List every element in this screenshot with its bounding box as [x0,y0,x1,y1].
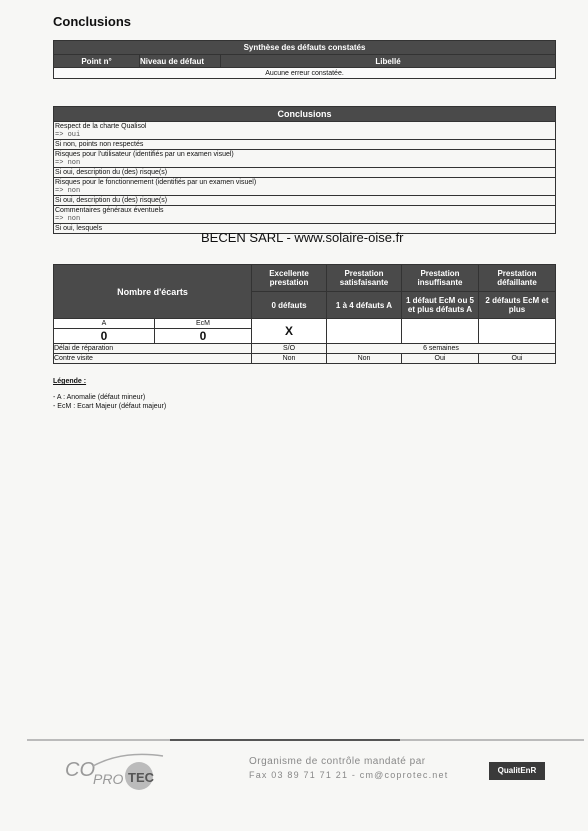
delai-label: Délai de réparation [54,344,252,354]
contre-value: Non [252,354,327,364]
row-answer: => oui [54,131,556,140]
row-answer: => non [54,215,556,224]
col-niveau: Niveau de défaut [140,55,221,68]
delai-value: 6 semaines [327,344,556,354]
legend-item: - A : Anomalie (défaut mineur) [53,394,146,401]
footer-line2: Fax 03 89 71 71 21 - cm@coprotec.net [249,770,449,780]
col-libelle: Libellé [221,55,556,68]
category-sub: 2 défauts EcM et plus [479,292,556,319]
page-title: Conclusions [53,14,132,29]
row-answer: => non [54,159,556,168]
row-answer: => non [54,187,556,196]
row-label: Respect de la charte Qualisol [54,122,556,132]
coprotec-logo-icon [63,748,173,792]
empty-cell [327,319,402,344]
contre-value: Oui [479,354,556,364]
svg-text:PRO: PRO [93,771,124,787]
category-title: Excellente prestation [252,265,327,292]
ecarts-header: Nombre d'écarts [54,265,252,319]
qualitenr-badge: QualitEnR [489,762,545,780]
legend-item: - EcM : Ecart Majeur (défaut majeur) [53,403,167,410]
ecm-value: 0 [155,329,252,344]
contre-value: Oui [402,354,479,364]
selected-mark: X [252,319,327,344]
row-label: Commentaires généraux éventuels [54,206,556,216]
footer-line1: Organisme de contrôle mandaté par [249,756,426,767]
defects-title: Synthèse des défauts constatés [54,41,556,55]
contre-label: Contre visite [54,354,252,364]
category-sub: 0 défauts [252,292,327,319]
empty-cell [402,319,479,344]
svg-text:TEC: TEC [128,770,154,785]
ecm-label: EcM [155,319,252,329]
defects-table [53,40,556,79]
delai-value: S/O [252,344,327,354]
row-label: Risques pour l'utilisateur (identifiés par un examen visuel) [54,150,556,160]
row-label: Si oui, description du (des) risque(s) [54,196,556,206]
ecarts-table [53,264,556,364]
category-sub: 1 défaut EcM ou 5 et plus défauts A [402,292,479,319]
row-label: Si oui, description du (des) risque(s) [54,168,556,178]
category-title: Prestation défaillante [479,265,556,292]
conclusions-table [53,106,556,234]
col-point: Point n° [54,55,140,68]
category-title: Prestation satisfaisante [327,265,402,292]
row-label: Si non, points non respectés [54,140,556,150]
category-sub: 1 à 4 défauts A [327,292,402,319]
a-value: 0 [54,329,155,344]
empty-cell [479,319,556,344]
contre-value: Non [327,354,402,364]
row-label: Risques pour le fonctionnement (identifiés par un examen visuel) [54,178,556,188]
legend-title: Légende : [53,378,87,385]
conclusions-title: Conclusions [54,107,556,122]
svg-text:CO: CO [65,759,95,781]
watermark: BECEN SARL - www.solaire-oise.fr [201,230,404,245]
a-label: A [54,319,155,329]
row-label: Si oui, lesquels [54,224,556,234]
defects-message: Aucune erreur constatée. [54,68,556,79]
footer-divider-accent [170,739,400,741]
category-title: Prestation insuffisante [402,265,479,292]
coprotec-logo [63,748,173,792]
